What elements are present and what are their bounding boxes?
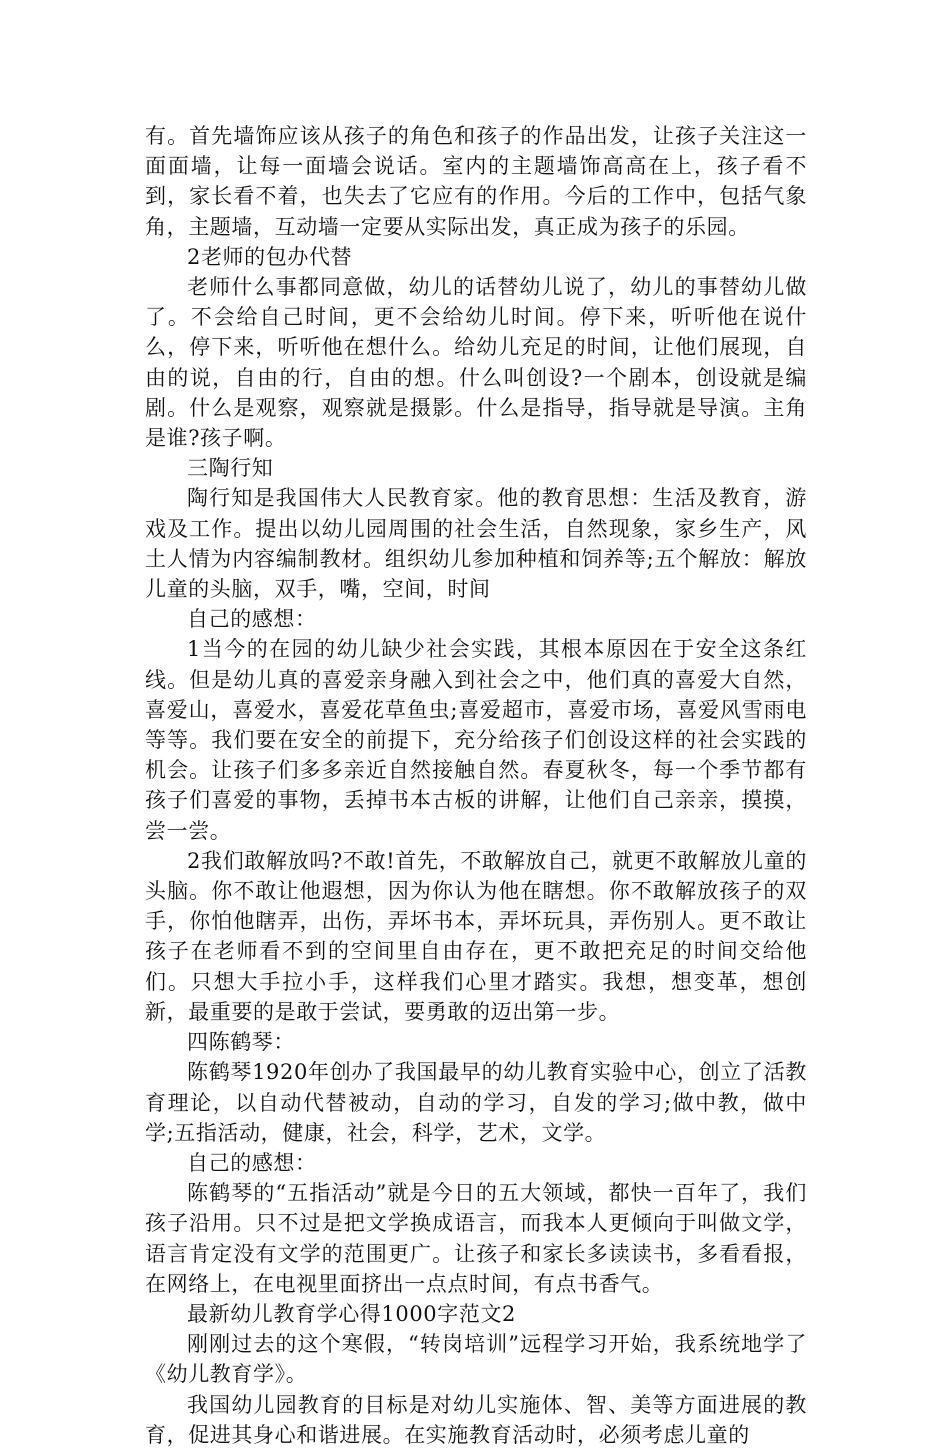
paragraph: 老师什么事都同意做，幼儿的话替幼儿说了，幼儿的事替幼儿做了。不会给自己时间，更不会给幼儿时间。停下来，听听他在说什么，停下来，听听他在想什么。给幼儿充足的时间，让他们展现，自由的说，自由的行，自由的想。什么叫创设?一个剧本，创设就是编剧。什么是观察，观察就是摄影。什么是指导，指导就是导演。主角是谁?孩子啊。 [145, 275, 807, 451]
document-body [145, 121, 807, 1450]
section-heading: 三陶行知 [187, 456, 274, 481]
paragraph: 刚刚过去的这个寒假，“转岗培训”远程学习开始，我系统地学了《幼儿教育学》。 [145, 1332, 807, 1387]
section-heading: 自己的感想： [187, 607, 317, 632]
section-heading: 2老师的包办代替 [187, 244, 353, 269]
paragraph: 2我们敢解放吗?不敢!首先，不敢解放自己，就更不敢解放儿童的头脑。你不敢让他遐想，因为你认为他在瞎想。你不敢解放孩子的双手，你怕他瞎弄，出伤，弄坏书本，弄坏玩具，弄伤别人。更不敢让孩子在老师看不到的空间里自由存在，更不敢把充足的时间交给他们。只想大手拉小手，这样我们心里才踏实。我想，想变革，想创新，最重要的是敢于尝试，要勇敢的迈出第一步。 [145, 848, 807, 1024]
paragraph: 陈鹤琴1920年创办了我国最早的幼儿教育实验中心，创立了活教育理论，以自动代替被动，自动的学习，自发的学习;做中教，做中学;五指活动，健康，社会，科学，艺术，文学。 [145, 1060, 807, 1145]
paragraph: 陶行知是我国伟大人民教育家。他的教育思想：生活及教育，游戏及工作。提出以幼儿园周围的社会生活，自然现象，家乡生产，风土人情为内容编制教材。组织幼儿参加种植和饲养等;五个解放：解放儿童的头脑，双手，嘴，空间，时间 [145, 486, 807, 602]
section-heading: 自己的感想： [187, 1150, 317, 1175]
paragraph: 有。首先墙饰应该从孩子的角色和孩子的作品出发，让孩子关注这一面面墙，让每一面墙会说话。室内的主题墙饰高高在上，孩子看不到，家长看不着，也失去了它应有的作用。今后的工作中，包括气象角，主题墙，互动墙一定要从实际出发，真正成为孩子的乐园。 [145, 124, 807, 239]
section-heading: 四陈鹤琴： [187, 1030, 295, 1055]
paragraph: 陈鹤琴的“五指活动”就是今日的五大领域，都快一百年了，我们孩子沿用。只不过是把文学换成语言，而我本人更倾向于叫做文学，语言肯定没有文学的范围更广。让孩子和家长多读读书，多看看报，在网络上，在电视里面挤出一点点时间，有点书香气。 [145, 1181, 807, 1296]
article-title: 最新幼儿教育学心得1000字范文2 [187, 1301, 517, 1326]
paragraph: 1当今的在园的幼儿缺少社会实践，其根本原因在于安全这条红线。但是幼儿真的喜爱亲身融入到社会之中，他们真的喜爱大自然，喜爱山，喜爱水，喜爱花草鱼虫;喜爱超市，喜爱市场，喜爱风雪雨电等等。我们要在安全的前提下，充分给孩子们创设这样的社会实践的机会。让孩子们多多亲近自然接触自然。春夏秋冬，每一个季节都有孩子们喜爱的事物，丢掉书本古板的讲解，让他们自己亲亲，摸摸，尝一尝。 [145, 637, 807, 843]
paragraph: 我国幼儿园教育的目标是对幼儿实施体、智、美等方面进展的教育，促进其身心和谐进展。在实施教育活动时，必须考虑儿童的 [145, 1392, 807, 1447]
